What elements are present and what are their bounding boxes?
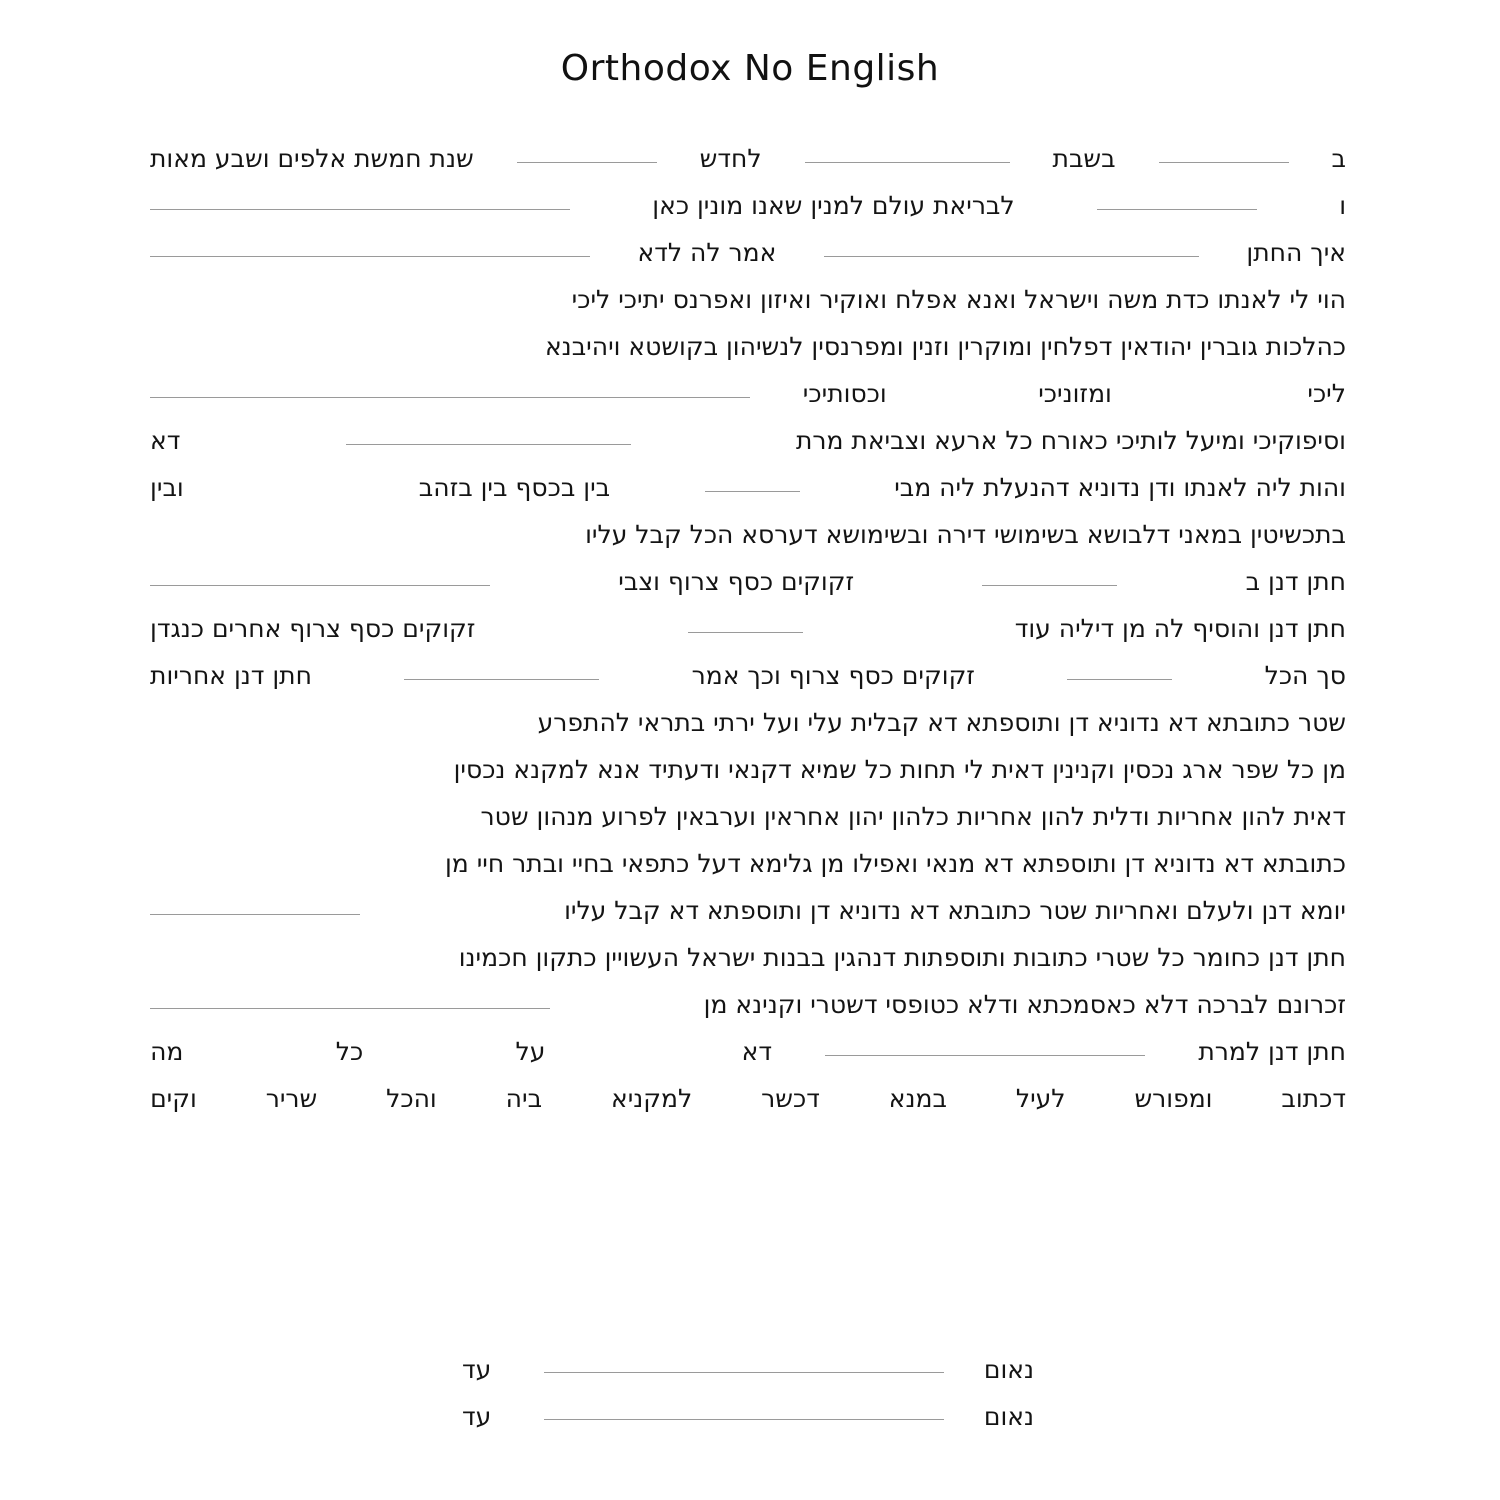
line19-text: זכרונם לברכה דלא כאסמכתא ודלא כטופסי דשטרי וקנינא מן bbox=[703, 990, 1346, 1019]
line11-segment-b: זקוקים כסף צרוף אחרים כנגדן bbox=[150, 614, 476, 643]
line3-segment-b: אמר לה לדא bbox=[637, 238, 777, 267]
line5-text: כהלכות גוברין יהודאין דפלחין ומוקרין וזנין ומפרנסין לנשיהון בקושטא ויהיבנא bbox=[544, 332, 1346, 361]
text-line-17 bbox=[150, 887, 1346, 934]
line14-text: מן כל שפר ארג נכסין וקנינין דאית לי תחות כל שמיא דקנאי ודעתיד אנא למקנא נכסין bbox=[453, 755, 1346, 784]
blank-field-bride-name[interactable] bbox=[150, 255, 590, 257]
line8-segment-c: ובין bbox=[150, 473, 184, 502]
line18-text: חתן דנן כחומר כל שטרי כתובות ותוספתות דנהגין בבנות ישראל העשויין כתקון חכמינו bbox=[458, 943, 1346, 972]
signature-row-1 bbox=[150, 1355, 1346, 1402]
text-line-14 bbox=[150, 746, 1346, 793]
line8-segment-a: והות ליה לאנתו ודן נדוניא דהנעלת ליה מבי bbox=[894, 473, 1346, 502]
text-line-11 bbox=[150, 605, 1346, 652]
line17-text: יומא דנן ולעלם ואחריות שטר כתובתא דא נדוניא דן ותוספתא דא קבל עליו bbox=[564, 896, 1346, 925]
text-line-8 bbox=[150, 464, 1346, 511]
line12-segment-a: סך הכל bbox=[1264, 661, 1346, 690]
line6-segment-c: וכסותיכי bbox=[802, 379, 887, 408]
signature-row-2 bbox=[150, 1402, 1346, 1449]
line2-segment-a: ו bbox=[1339, 191, 1346, 220]
witness-signature-line-2[interactable] bbox=[544, 1418, 944, 1420]
line21-segment-j: וקים bbox=[150, 1084, 197, 1113]
line20-segment-b: דא bbox=[741, 1037, 773, 1066]
blank-field-bride-name-2[interactable] bbox=[825, 1054, 1145, 1056]
line8-segment-b: בין בכסף בין בזהב bbox=[418, 473, 611, 502]
line21-segment-h: והכל bbox=[386, 1084, 437, 1113]
line21-segment-g: ביה bbox=[505, 1084, 543, 1113]
text-line-1 bbox=[150, 135, 1346, 182]
text-line-12 bbox=[150, 652, 1346, 699]
text-line-10 bbox=[150, 558, 1346, 605]
line21-segment-d: במנא bbox=[888, 1084, 947, 1113]
signature-block bbox=[150, 1355, 1346, 1449]
line1-segment-c: לחדש bbox=[699, 144, 762, 173]
page-title: Orthodox No English bbox=[560, 48, 940, 89]
text-line-4 bbox=[150, 276, 1346, 323]
witness-ad-label-1: עד bbox=[462, 1355, 492, 1384]
line20-segment-d: כל bbox=[335, 1037, 364, 1066]
line16-text: כתובתא דא נדוניא דן ותוספתא דא מנאי ואפילו מן גלימא דעל כתפאי בחיי ובתר חיי מן bbox=[444, 849, 1346, 878]
line20-segment-e: מה bbox=[150, 1037, 184, 1066]
blank-field-total-amount[interactable] bbox=[1067, 678, 1172, 680]
line2-segment-b: לבריאת עולם למנין שאנו מונין כאן bbox=[652, 191, 1015, 220]
blank-field-year-detail[interactable] bbox=[1097, 208, 1257, 210]
text-line-3 bbox=[150, 229, 1346, 276]
line6-segment-a: ליכי bbox=[1307, 379, 1346, 408]
line10-segment-b: זקוקים כסף צרוף וצבי bbox=[618, 567, 855, 596]
line10-segment-a: חתן דנן ב bbox=[1245, 567, 1346, 596]
text-line-7 bbox=[150, 417, 1346, 464]
line15-text: דאית להון אחריות ודלית להון אחריות כלהון יהון אחראין וערבאין לפרוע מנהון שטר bbox=[480, 802, 1346, 831]
line7-segment-b: דא bbox=[150, 426, 181, 455]
line13-text: שטר כתובתא דא נדוניא דן ותוספתא דא קבלית עלי ועל ירתי בתראי להתפרע bbox=[537, 708, 1346, 737]
blank-field-bride-full-name[interactable] bbox=[346, 443, 631, 445]
line21-segment-e: דכשר bbox=[761, 1084, 820, 1113]
blank-field-place[interactable] bbox=[150, 208, 570, 210]
blank-field-month[interactable] bbox=[805, 161, 1010, 163]
text-line-2 bbox=[150, 182, 1346, 229]
blank-field-groom-name-2[interactable] bbox=[150, 584, 490, 586]
text-line-15 bbox=[150, 793, 1346, 840]
line1-segment-a: ב bbox=[1331, 144, 1346, 173]
text-line-6 bbox=[150, 370, 1346, 417]
text-line-20 bbox=[150, 1028, 1346, 1075]
line6-segment-b: ומזוניכי bbox=[1038, 379, 1112, 408]
witness-signature-line-1[interactable] bbox=[544, 1371, 944, 1373]
line7-segment-a: וסיפוקיכי ומיעל לותיכי כאורח כל ארעא וצביאת מרת bbox=[795, 426, 1346, 455]
blank-field-mezonaich[interactable] bbox=[150, 396, 750, 398]
witness-label-2: נאום bbox=[983, 1402, 1034, 1431]
blank-field-groom-name-3[interactable] bbox=[404, 678, 599, 680]
blank-field-dowry-source[interactable] bbox=[705, 490, 800, 492]
text-line-13 bbox=[150, 699, 1346, 746]
blank-field-amount-2[interactable] bbox=[688, 631, 803, 633]
line21-segment-f: למקניא bbox=[610, 1084, 693, 1113]
line3-segment-a: איך החתן bbox=[1246, 238, 1346, 267]
text-line-16 bbox=[150, 840, 1346, 887]
line21-segment-a: דכתוב bbox=[1281, 1084, 1346, 1113]
blank-field-kinyan[interactable] bbox=[150, 1007, 550, 1009]
blank-field-day[interactable] bbox=[1159, 161, 1289, 163]
line21-segment-b: ומפורש bbox=[1134, 1084, 1213, 1113]
line1-segment-d: שנת חמשת אלפים ושבע מאות bbox=[150, 144, 474, 173]
line4-text: הוי לי לאנתו כדת משה וישראל ואנא אפלח ואוקיר ואיזון ואפרנס יתיכי ליכי bbox=[571, 285, 1346, 314]
witness-ad-label-2: עד bbox=[462, 1402, 492, 1431]
text-line-19 bbox=[150, 981, 1346, 1028]
blank-field-amount-1[interactable] bbox=[982, 584, 1117, 586]
line1-segment-b: בשבת bbox=[1052, 144, 1116, 173]
line12-segment-b: זקוקים כסף צרוף וכך אמר bbox=[691, 661, 975, 690]
blank-field-groom-name[interactable] bbox=[824, 255, 1199, 257]
line20-segment-a: חתן דנן למרת bbox=[1198, 1037, 1346, 1066]
line12-segment-c: חתן דנן אחריות bbox=[150, 661, 312, 690]
witness-label-1: נאום bbox=[983, 1355, 1034, 1384]
text-line-18 bbox=[150, 934, 1346, 981]
line20-segment-c: על bbox=[515, 1037, 546, 1066]
text-line-21 bbox=[150, 1075, 1346, 1122]
text-line-9 bbox=[150, 511, 1346, 558]
line9-text: בתכשיטין במאני דלבושא בשימושי דירה ובשימושא דערסא הכל קבל עליו bbox=[585, 520, 1346, 549]
line11-segment-a: חתן דנן והוסיף לה מן דיליה עוד bbox=[1014, 614, 1346, 643]
blank-field-year[interactable] bbox=[517, 161, 657, 163]
blank-field-groom-name-4[interactable] bbox=[150, 913, 360, 915]
ketubah-body bbox=[150, 135, 1346, 1122]
text-line-5 bbox=[150, 323, 1346, 370]
line21-segment-i: שריר bbox=[265, 1084, 318, 1113]
line21-segment-c: לעיל bbox=[1015, 1084, 1066, 1113]
